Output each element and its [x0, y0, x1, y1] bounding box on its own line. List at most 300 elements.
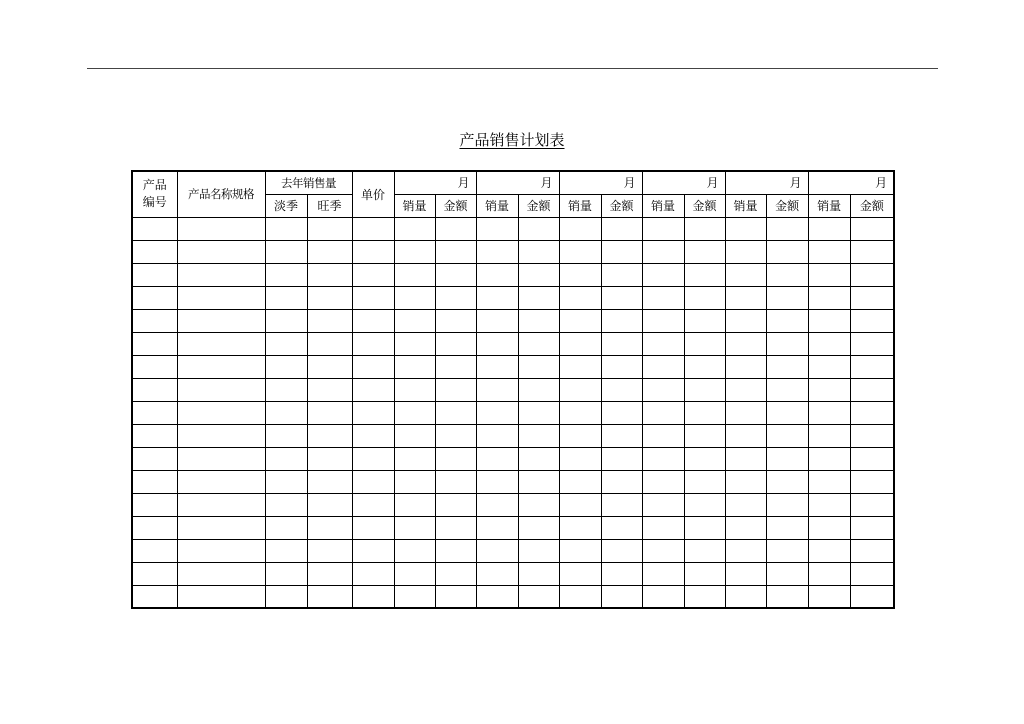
table-cell[interactable]	[132, 539, 177, 562]
table-cell[interactable]	[808, 539, 850, 562]
table-cell[interactable]	[725, 562, 766, 585]
table-cell[interactable]	[352, 516, 394, 539]
table-cell[interactable]	[601, 539, 642, 562]
table-cell[interactable]	[394, 286, 435, 309]
table-cell[interactable]	[766, 447, 808, 470]
table-cell[interactable]	[601, 217, 642, 240]
table-cell[interactable]	[642, 355, 684, 378]
table-cell[interactable]	[642, 516, 684, 539]
table-cell[interactable]	[518, 562, 559, 585]
table-cell[interactable]	[518, 493, 559, 516]
table-cell[interactable]	[518, 240, 559, 263]
table-cell[interactable]	[766, 516, 808, 539]
table-cell[interactable]	[725, 401, 766, 424]
table-cell[interactable]	[601, 378, 642, 401]
table-cell[interactable]	[352, 332, 394, 355]
table-cell[interactable]	[518, 401, 559, 424]
header-month: 月	[642, 171, 725, 194]
table-cell[interactable]	[394, 378, 435, 401]
table-cell[interactable]	[132, 332, 177, 355]
table-cell[interactable]	[850, 470, 894, 493]
table-cell[interactable]	[435, 286, 476, 309]
table-cell[interactable]	[766, 470, 808, 493]
table-cell[interactable]	[518, 539, 559, 562]
table-row	[132, 355, 894, 378]
table-cell[interactable]	[808, 332, 850, 355]
table-cell[interactable]	[601, 401, 642, 424]
table-cell[interactable]	[518, 332, 559, 355]
table-cell[interactable]	[808, 424, 850, 447]
table-cell[interactable]	[476, 378, 518, 401]
table-cell[interactable]	[766, 539, 808, 562]
table-cell[interactable]	[850, 447, 894, 470]
table-cell[interactable]	[435, 355, 476, 378]
header-amount: 金额	[518, 194, 559, 217]
table-cell[interactable]	[850, 309, 894, 332]
table-cell[interactable]	[559, 401, 601, 424]
table-cell[interactable]	[307, 493, 352, 516]
table-cell[interactable]	[476, 401, 518, 424]
header-amount: 金额	[684, 194, 725, 217]
table-cell[interactable]	[766, 332, 808, 355]
table-cell[interactable]	[177, 263, 265, 286]
table-cell[interactable]	[394, 217, 435, 240]
table-cell[interactable]	[265, 447, 307, 470]
table-cell[interactable]	[642, 562, 684, 585]
table-cell[interactable]	[559, 217, 601, 240]
table-cell[interactable]	[435, 401, 476, 424]
table-cell[interactable]	[132, 309, 177, 332]
table-cell[interactable]	[132, 355, 177, 378]
table-cell[interactable]	[177, 447, 265, 470]
table-cell[interactable]	[307, 470, 352, 493]
table-cell[interactable]	[850, 516, 894, 539]
table-cell[interactable]	[265, 562, 307, 585]
table-cell[interactable]	[307, 263, 352, 286]
table-cell[interactable]	[725, 493, 766, 516]
table-cell[interactable]	[766, 401, 808, 424]
table-cell[interactable]	[850, 424, 894, 447]
table-cell[interactable]	[177, 562, 265, 585]
table-cell[interactable]	[601, 493, 642, 516]
table-cell[interactable]	[766, 217, 808, 240]
table-cell[interactable]	[808, 263, 850, 286]
table-cell[interactable]	[476, 562, 518, 585]
table-cell[interactable]	[850, 539, 894, 562]
table-cell[interactable]	[766, 378, 808, 401]
table-cell[interactable]	[518, 516, 559, 539]
table-cell[interactable]	[265, 585, 307, 608]
table-cell[interactable]	[850, 332, 894, 355]
table-cell[interactable]	[518, 470, 559, 493]
table-cell[interactable]	[307, 309, 352, 332]
table-cell[interactable]	[307, 585, 352, 608]
table-cell[interactable]	[766, 585, 808, 608]
table-cell[interactable]	[766, 240, 808, 263]
table-cell[interactable]	[435, 378, 476, 401]
table-cell[interactable]	[177, 217, 265, 240]
table-cell[interactable]	[684, 424, 725, 447]
table-cell[interactable]	[435, 263, 476, 286]
table-row	[132, 539, 894, 562]
table-cell[interactable]	[808, 378, 850, 401]
table-cell[interactable]	[850, 585, 894, 608]
table-cell[interactable]	[352, 493, 394, 516]
table-cell[interactable]	[352, 355, 394, 378]
table-cell[interactable]	[684, 286, 725, 309]
table-cell[interactable]	[394, 447, 435, 470]
table-cell[interactable]	[132, 378, 177, 401]
table-cell[interactable]	[394, 309, 435, 332]
table-cell[interactable]	[476, 539, 518, 562]
table-cell[interactable]	[601, 332, 642, 355]
table-cell[interactable]	[684, 401, 725, 424]
table-cell[interactable]	[132, 424, 177, 447]
table-cell[interactable]	[394, 539, 435, 562]
table-cell[interactable]	[132, 585, 177, 608]
table-cell[interactable]	[132, 447, 177, 470]
table-cell[interactable]	[177, 516, 265, 539]
table-cell[interactable]	[476, 516, 518, 539]
table-cell[interactable]	[352, 309, 394, 332]
table-cell[interactable]	[850, 286, 894, 309]
table-cell[interactable]	[177, 378, 265, 401]
table-cell[interactable]	[559, 355, 601, 378]
table-cell[interactable]	[850, 263, 894, 286]
table-cell[interactable]	[684, 263, 725, 286]
table-cell[interactable]	[601, 263, 642, 286]
table-cell[interactable]	[808, 493, 850, 516]
table-cell[interactable]	[518, 263, 559, 286]
table-cell[interactable]	[352, 585, 394, 608]
table-cell[interactable]	[352, 470, 394, 493]
table-cell[interactable]	[352, 539, 394, 562]
table-cell[interactable]	[132, 263, 177, 286]
table-cell[interactable]	[352, 424, 394, 447]
table-cell[interactable]	[394, 493, 435, 516]
table-cell[interactable]	[394, 240, 435, 263]
table-cell[interactable]	[435, 309, 476, 332]
table-cell[interactable]	[394, 424, 435, 447]
table-cell[interactable]	[265, 240, 307, 263]
table-cell[interactable]	[394, 355, 435, 378]
table-cell[interactable]	[559, 286, 601, 309]
table-cell[interactable]	[352, 286, 394, 309]
table-cell[interactable]	[559, 378, 601, 401]
table-cell[interactable]	[265, 401, 307, 424]
table-cell[interactable]	[725, 539, 766, 562]
table-cell[interactable]	[518, 309, 559, 332]
table-cell[interactable]	[808, 516, 850, 539]
table-cell[interactable]	[394, 516, 435, 539]
table-cell[interactable]	[435, 470, 476, 493]
table-cell[interactable]	[177, 309, 265, 332]
table-cell[interactable]	[725, 516, 766, 539]
table-cell[interactable]	[684, 240, 725, 263]
table-cell[interactable]	[352, 217, 394, 240]
table-cell[interactable]	[559, 539, 601, 562]
table-cell[interactable]	[725, 378, 766, 401]
table-cell[interactable]	[307, 562, 352, 585]
table-cell[interactable]	[476, 263, 518, 286]
table-cell[interactable]	[307, 332, 352, 355]
table-cell[interactable]	[684, 516, 725, 539]
table-cell[interactable]	[265, 355, 307, 378]
table-cell[interactable]	[177, 355, 265, 378]
table-cell[interactable]	[808, 470, 850, 493]
table-cell[interactable]	[177, 286, 265, 309]
table-cell[interactable]	[307, 516, 352, 539]
table-cell[interactable]	[177, 470, 265, 493]
table-cell[interactable]	[642, 539, 684, 562]
table-cell[interactable]	[808, 240, 850, 263]
table-cell[interactable]	[518, 447, 559, 470]
table-cell[interactable]	[307, 240, 352, 263]
table-cell[interactable]	[808, 562, 850, 585]
table-cell[interactable]	[684, 217, 725, 240]
table-cell[interactable]	[518, 378, 559, 401]
table-cell[interactable]	[684, 470, 725, 493]
table-cell[interactable]	[808, 585, 850, 608]
table-cell[interactable]	[265, 516, 307, 539]
table-cell[interactable]	[642, 309, 684, 332]
table-cell[interactable]	[394, 332, 435, 355]
top-rule	[87, 68, 938, 69]
table-cell[interactable]	[132, 470, 177, 493]
table-cell[interactable]	[684, 493, 725, 516]
table-cell[interactable]	[435, 217, 476, 240]
table-cell[interactable]	[435, 516, 476, 539]
table-cell[interactable]	[725, 355, 766, 378]
table-cell[interactable]	[850, 355, 894, 378]
table-cell[interactable]	[601, 516, 642, 539]
table-cell[interactable]	[642, 286, 684, 309]
table-cell[interactable]	[601, 424, 642, 447]
table-cell[interactable]	[476, 585, 518, 608]
table-cell[interactable]	[766, 493, 808, 516]
table-cell[interactable]	[601, 240, 642, 263]
table-cell[interactable]	[394, 562, 435, 585]
table-cell[interactable]	[601, 309, 642, 332]
table-cell[interactable]	[642, 217, 684, 240]
table-cell[interactable]	[601, 562, 642, 585]
table-cell[interactable]	[307, 355, 352, 378]
table-cell[interactable]	[766, 286, 808, 309]
table-cell[interactable]	[132, 401, 177, 424]
table-cell[interactable]	[307, 378, 352, 401]
table-cell[interactable]	[808, 401, 850, 424]
table-cell[interactable]	[352, 562, 394, 585]
table-cell[interactable]	[642, 585, 684, 608]
table-cell[interactable]	[808, 447, 850, 470]
table-cell[interactable]	[132, 562, 177, 585]
table-cell[interactable]	[394, 470, 435, 493]
table-cell[interactable]	[850, 401, 894, 424]
table-cell[interactable]	[435, 240, 476, 263]
table-cell[interactable]	[559, 493, 601, 516]
sales-plan-table	[131, 170, 895, 609]
table-cell[interactable]	[476, 424, 518, 447]
table-cell[interactable]	[684, 562, 725, 585]
table-cell[interactable]	[850, 217, 894, 240]
table-cell[interactable]	[307, 217, 352, 240]
table-cell[interactable]	[725, 263, 766, 286]
table-cell[interactable]	[476, 309, 518, 332]
table-cell[interactable]	[850, 493, 894, 516]
table-cell[interactable]	[601, 447, 642, 470]
table-cell[interactable]	[559, 309, 601, 332]
header-sales-volume: 销量	[725, 194, 766, 217]
table-cell[interactable]	[352, 263, 394, 286]
table-cell[interactable]	[435, 539, 476, 562]
table-cell[interactable]	[559, 585, 601, 608]
table-cell[interactable]	[725, 332, 766, 355]
table-cell[interactable]	[601, 470, 642, 493]
table-cell[interactable]	[642, 401, 684, 424]
table-cell[interactable]	[642, 240, 684, 263]
table-cell[interactable]	[265, 470, 307, 493]
table-cell[interactable]	[265, 309, 307, 332]
table-cell[interactable]	[559, 424, 601, 447]
header-month: 月	[394, 171, 476, 194]
table-cell[interactable]	[518, 286, 559, 309]
table-cell[interactable]	[766, 355, 808, 378]
table-cell[interactable]	[808, 309, 850, 332]
table-cell[interactable]	[601, 286, 642, 309]
table-cell[interactable]	[177, 332, 265, 355]
table-cell[interactable]	[684, 378, 725, 401]
table-cell[interactable]	[518, 217, 559, 240]
table-cell[interactable]	[265, 493, 307, 516]
table-cell[interactable]	[559, 263, 601, 286]
table-cell[interactable]	[601, 585, 642, 608]
table-cell[interactable]	[476, 470, 518, 493]
table-cell[interactable]	[132, 240, 177, 263]
table-cell[interactable]	[684, 309, 725, 332]
table-cell[interactable]	[559, 516, 601, 539]
table-row	[132, 470, 894, 493]
table-cell[interactable]	[725, 447, 766, 470]
table-cell[interactable]	[476, 240, 518, 263]
table-cell[interactable]	[642, 263, 684, 286]
table-cell[interactable]	[265, 263, 307, 286]
table-cell[interactable]	[559, 447, 601, 470]
table-cell[interactable]	[435, 493, 476, 516]
table-cell[interactable]	[435, 332, 476, 355]
table-cell[interactable]	[725, 585, 766, 608]
table-cell[interactable]	[642, 493, 684, 516]
table-cell[interactable]	[642, 378, 684, 401]
table-cell[interactable]	[352, 378, 394, 401]
table-cell[interactable]	[265, 539, 307, 562]
table-cell[interactable]	[725, 240, 766, 263]
table-cell[interactable]	[850, 562, 894, 585]
table-cell[interactable]	[435, 562, 476, 585]
table-cell[interactable]	[177, 401, 265, 424]
table-cell[interactable]	[601, 355, 642, 378]
table-cell[interactable]	[559, 332, 601, 355]
table-cell[interactable]	[307, 539, 352, 562]
table-cell[interactable]	[394, 401, 435, 424]
table-cell[interactable]	[518, 585, 559, 608]
table-cell[interactable]	[435, 585, 476, 608]
table-cell[interactable]	[435, 447, 476, 470]
table-cell[interactable]	[307, 401, 352, 424]
table-cell[interactable]	[684, 447, 725, 470]
table-cell[interactable]	[476, 447, 518, 470]
table-row	[132, 447, 894, 470]
table-cell[interactable]	[265, 332, 307, 355]
table-cell[interactable]	[725, 309, 766, 332]
table-cell[interactable]	[352, 401, 394, 424]
table-cell[interactable]	[177, 424, 265, 447]
table-cell[interactable]	[352, 240, 394, 263]
table-cell[interactable]	[642, 447, 684, 470]
table-cell[interactable]	[435, 424, 476, 447]
table-cell[interactable]	[559, 562, 601, 585]
table-cell[interactable]	[476, 286, 518, 309]
table-cell[interactable]	[132, 493, 177, 516]
table-cell[interactable]	[518, 355, 559, 378]
table-cell[interactable]	[177, 493, 265, 516]
table-cell[interactable]	[177, 240, 265, 263]
table-cell[interactable]	[177, 585, 265, 608]
table-cell[interactable]	[559, 470, 601, 493]
table-cell[interactable]	[725, 470, 766, 493]
table-cell[interactable]	[642, 424, 684, 447]
table-cell[interactable]	[766, 562, 808, 585]
table-cell[interactable]	[307, 424, 352, 447]
table-cell[interactable]	[850, 240, 894, 263]
table-cell[interactable]	[307, 286, 352, 309]
table-cell[interactable]	[808, 286, 850, 309]
table-cell[interactable]	[476, 332, 518, 355]
table-cell[interactable]	[850, 378, 894, 401]
table-cell[interactable]	[684, 539, 725, 562]
table-cell[interactable]	[476, 493, 518, 516]
table-cell[interactable]	[307, 447, 352, 470]
table-cell[interactable]	[684, 332, 725, 355]
table-cell[interactable]	[684, 585, 725, 608]
table-cell[interactable]	[177, 539, 265, 562]
table-cell[interactable]	[265, 424, 307, 447]
table-cell[interactable]	[476, 355, 518, 378]
table-cell[interactable]	[352, 447, 394, 470]
table-cell[interactable]	[725, 286, 766, 309]
table-cell[interactable]	[518, 424, 559, 447]
table-cell[interactable]	[808, 355, 850, 378]
table-cell[interactable]	[766, 309, 808, 332]
table-cell[interactable]	[394, 585, 435, 608]
table-cell[interactable]	[265, 217, 307, 240]
table-cell[interactable]	[394, 263, 435, 286]
table-cell[interactable]	[725, 217, 766, 240]
table-cell[interactable]	[642, 470, 684, 493]
table-cell[interactable]	[132, 217, 177, 240]
table-cell[interactable]	[766, 263, 808, 286]
table-cell[interactable]	[766, 424, 808, 447]
table-cell[interactable]	[132, 516, 177, 539]
table-cell[interactable]	[476, 217, 518, 240]
table-cell[interactable]	[642, 332, 684, 355]
table-cell[interactable]	[808, 217, 850, 240]
table-cell[interactable]	[265, 286, 307, 309]
table-cell[interactable]	[725, 424, 766, 447]
table-cell[interactable]	[684, 355, 725, 378]
table-cell[interactable]	[265, 378, 307, 401]
table-cell[interactable]	[132, 286, 177, 309]
table-cell[interactable]	[559, 240, 601, 263]
